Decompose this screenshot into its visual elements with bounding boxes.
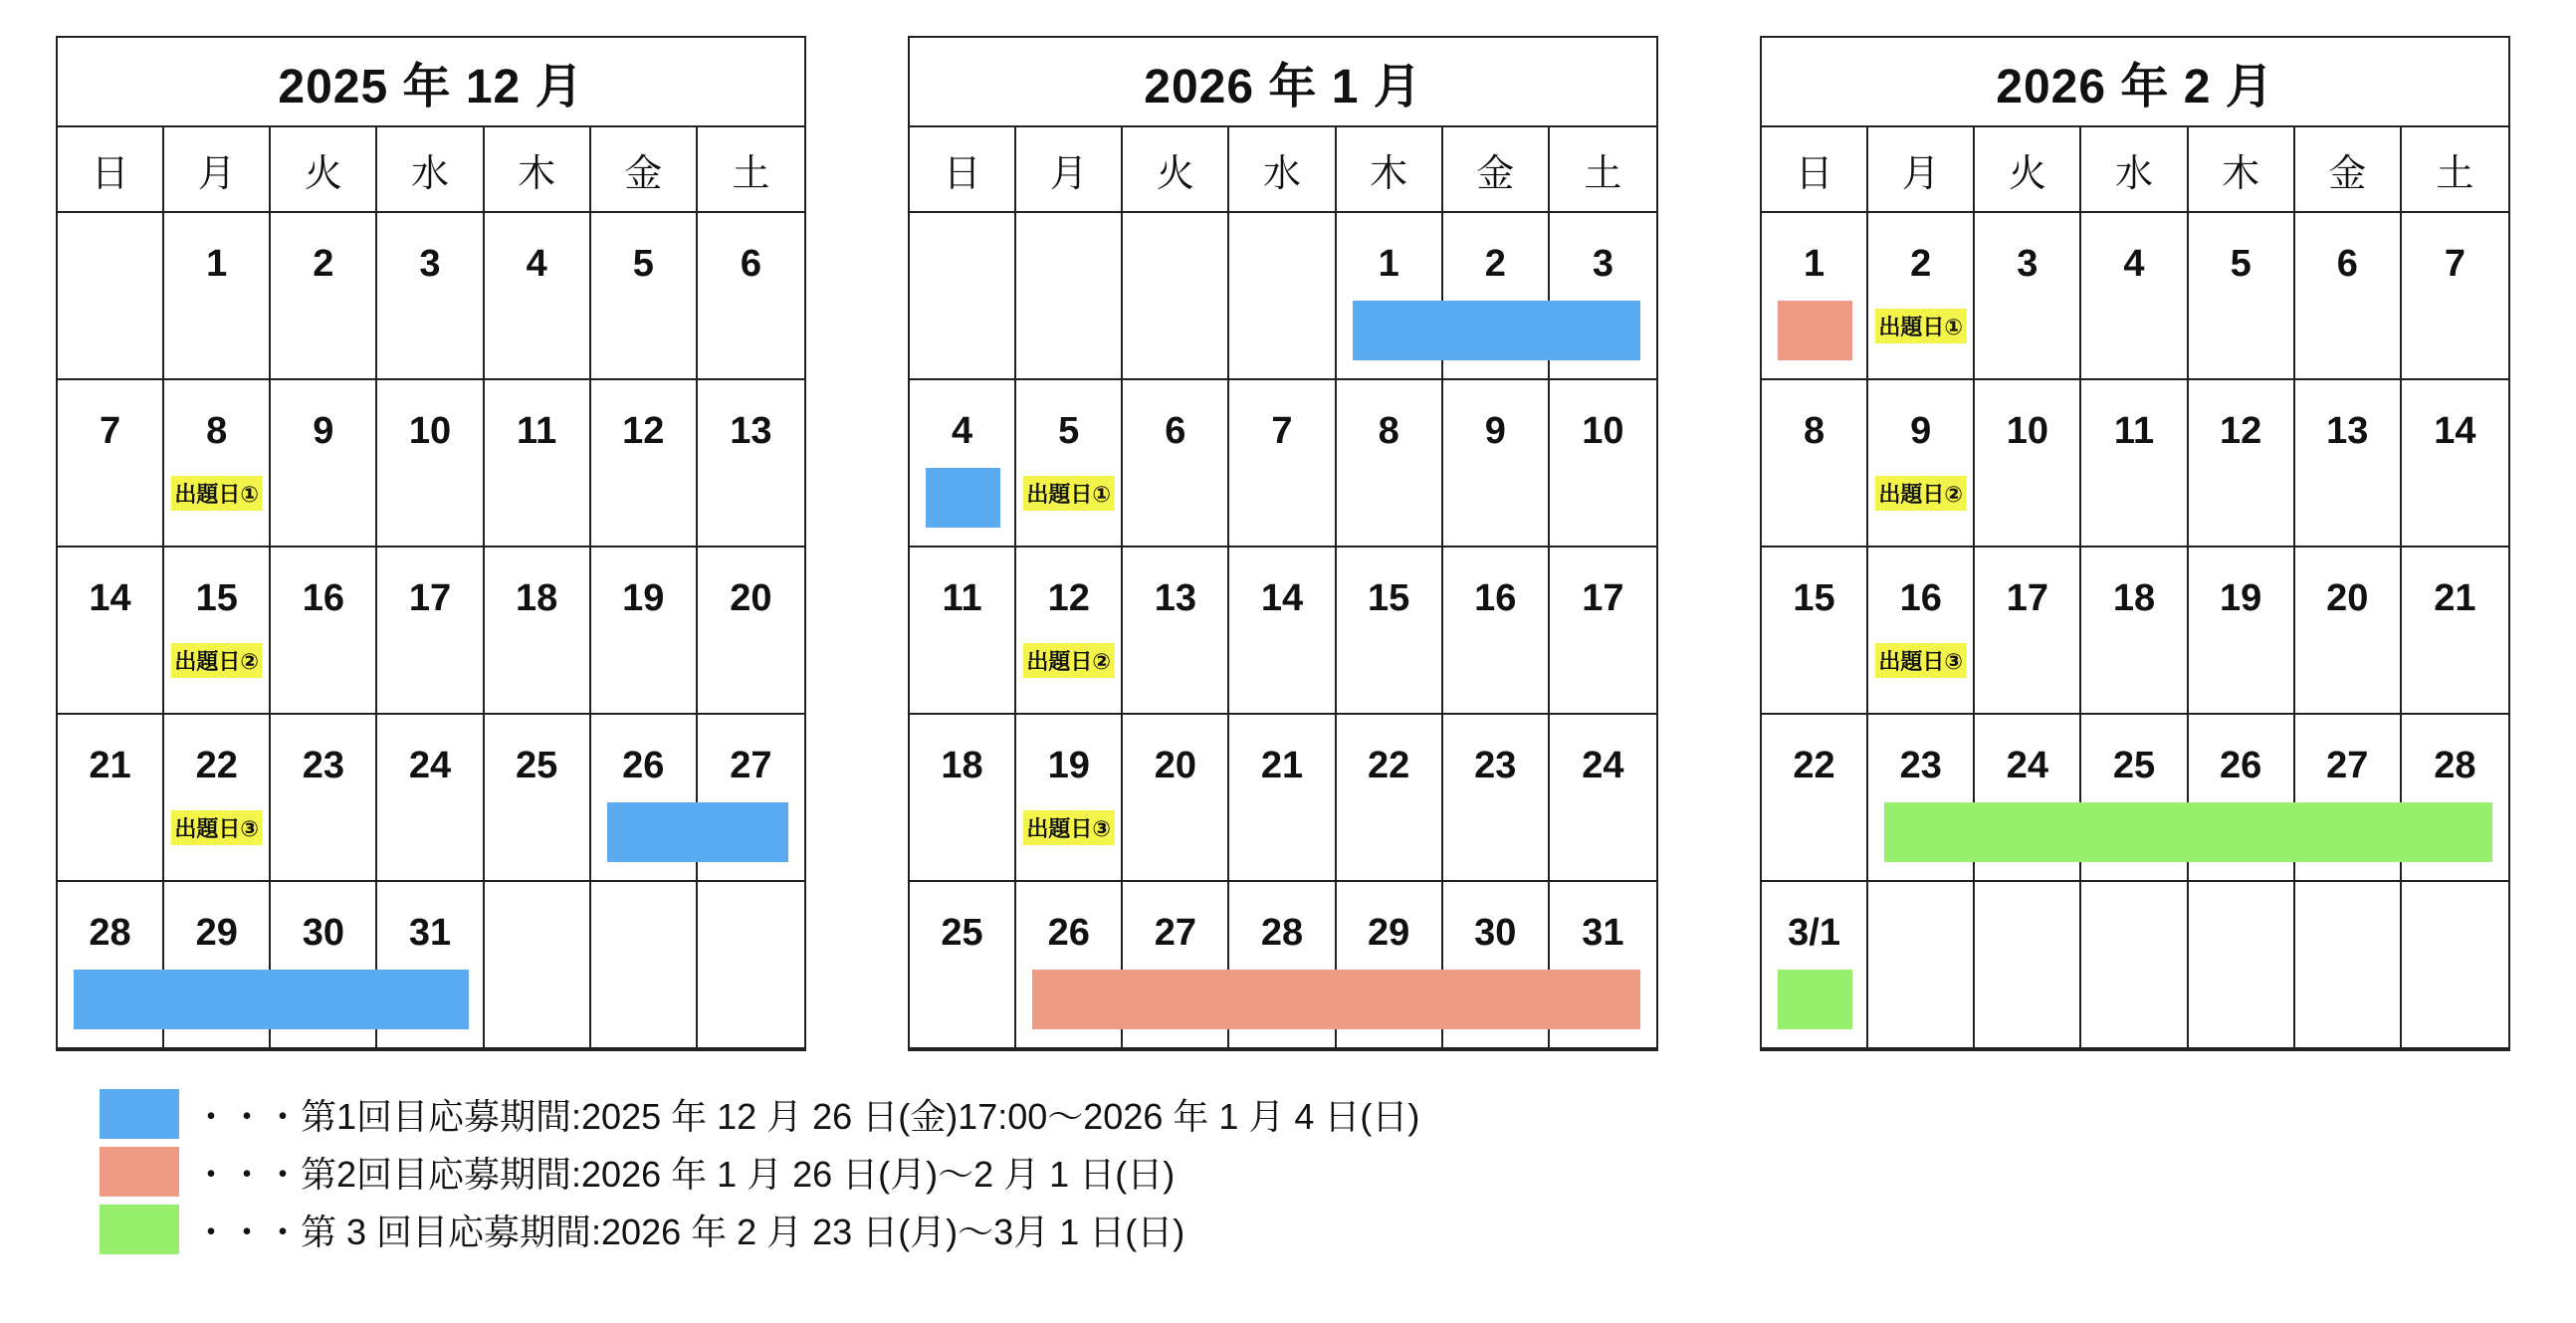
week-row [58,380,804,548]
exam-day-marker: 出題日① [1874,309,1967,343]
day-cell [1868,548,1975,713]
day-number: 5 [1058,410,1080,452]
day-cell [2295,213,2402,378]
day-cell [2189,213,2295,378]
day-number: 16 [302,577,344,619]
day-cell [164,715,271,880]
day-cell [271,380,377,546]
day-cell [377,548,484,713]
day-cell [2295,380,2402,546]
day-cell [1016,548,1123,713]
day-number: 1 [1804,243,1825,285]
day-number: 9 [1484,410,1506,452]
day-number: 7 [2444,243,2466,285]
day-cell [1975,380,2081,546]
day-number: 16 [1474,577,1517,619]
exam-day-marker: 出題日② [1874,476,1967,511]
day-number: 3 [419,243,441,285]
day-number: 1 [206,243,228,285]
day-cell [1975,213,2081,378]
day-number: 24 [1582,745,1624,786]
day-cell [1868,882,1975,1047]
day-cell [1337,715,1443,880]
calendar-title: 2026 年 2 月 [1762,38,2508,127]
day-number: 26 [622,745,665,786]
calendar-december-2025 [56,36,806,1051]
day-number: 3 [1592,243,1613,285]
day-number: 27 [2326,745,2369,786]
day-cell [2402,380,2508,546]
day-cell [2081,380,2188,546]
day-number: 10 [2006,410,2048,452]
day-cell [1868,380,1975,546]
day-number: 7 [1271,410,1293,452]
day-number: 14 [2434,410,2476,452]
weekday-label: 月 [1016,127,1123,211]
day-number: 19 [622,577,665,619]
day-number: 4 [952,410,973,452]
day-cell [485,213,591,378]
day-cell [58,548,164,713]
day-number: 11 [942,577,982,619]
weekday-label: 水 [1229,127,1336,211]
day-cell [271,715,377,880]
legend-swatch-green [100,1205,179,1254]
day-number: 26 [1047,912,1090,954]
weekday-header [58,127,804,213]
weekday-label: 水 [377,127,484,211]
day-number: 13 [730,410,772,452]
day-cell [2081,548,2188,713]
day-number: 30 [302,912,344,954]
weekday-label: 火 [271,127,377,211]
day-number: 27 [1154,912,1196,954]
day-number: 20 [1154,745,1196,786]
legend-row-3 [100,1201,1419,1258]
weekday-header [1762,127,2508,213]
day-cell [698,882,804,1047]
day-number: 31 [408,912,452,954]
weekday-label: 土 [732,152,770,195]
day-number: 13 [2326,410,2369,452]
day-cell [2402,548,2508,713]
day-number: 30 [1474,912,1517,954]
weekday-label: 木 [485,127,591,211]
weekday-label: 日 [58,127,164,211]
day-number: 18 [2112,577,2156,619]
week-row [1762,380,2508,548]
day-cell [910,548,1016,713]
day-cell [2189,548,2295,713]
calendar-title: 2025 年 12 月 [58,38,804,127]
day-cell [2081,213,2188,378]
day-cell [377,380,484,546]
day-number: 4 [526,243,547,285]
weekday-label: 火 [1975,127,2081,211]
day-cell [164,380,271,546]
weekday-label: 火 [1123,127,1229,211]
day-number: 12 [1047,577,1090,619]
application-period-bar-green [1884,802,2492,862]
application-period-bar-green [1778,970,1852,1029]
calendar-weeks [910,213,1656,1049]
calendar-weeks [58,213,804,1049]
day-cell [164,548,271,713]
week-row [1762,548,2508,715]
day-cell [2081,882,2188,1047]
legend-swatch-blue [100,1089,179,1139]
day-number: 21 [1260,745,1304,786]
day-number: 20 [730,577,772,619]
day-number: 16 [1899,577,1942,619]
day-cell [591,213,698,378]
application-period-bar-blue [74,970,469,1029]
weekday-label: 月 [1868,127,1975,211]
weekday-label: 月 [164,127,271,211]
day-number: 22 [1793,745,1835,786]
day-number: 12 [2219,410,2262,452]
day-number: 9 [313,410,334,452]
day-number: 8 [1378,410,1399,452]
day-cell [1123,548,1229,713]
weekday-header [910,127,1656,213]
day-cell [1337,548,1443,713]
exam-day-marker: 出題日① [170,476,263,511]
day-cell [2295,548,2402,713]
day-cell [2402,882,2508,1047]
day-number: 21 [2434,577,2476,619]
day-number: 13 [1154,577,1196,619]
day-cell [485,882,591,1047]
day-number: 9 [1910,410,1932,452]
day-cell [1762,715,1868,880]
legend-text: ・・・第 3 回目応募期間:2026 年 2 月 23 日(月)～3月 1 日(日) [193,1211,1185,1252]
week-row [1762,882,2508,1049]
calendar-january-2026 [908,36,1658,1051]
application-period-bar-blue [926,468,1000,528]
day-cell [485,548,591,713]
day-number: 31 [1582,912,1624,954]
day-cell [1868,213,1975,378]
calendar-february-2026 [1760,36,2510,1051]
day-number: 24 [408,745,452,786]
weekday-label: 木 [2189,127,2295,211]
weekday-label: 木 [1337,127,1443,211]
day-cell [1016,380,1123,546]
day-cell [1016,213,1123,378]
day-number: 17 [408,577,452,619]
weekday-label: 日 [910,127,1016,211]
day-cell [910,213,1016,378]
day-cell [910,882,1016,1047]
day-number: 23 [302,745,344,786]
day-number: 6 [2336,243,2358,285]
day-number: 2 [1484,243,1506,285]
day-number: 25 [2112,745,2156,786]
day-number: 23 [1899,745,1942,786]
exam-day-marker: 出題日③ [1022,810,1115,845]
day-number: 29 [1367,912,1410,954]
day-number: 15 [195,577,238,619]
day-number: 2 [313,243,334,285]
day-cell [164,213,271,378]
day-cell [1123,380,1229,546]
day-number: 3/1 [1788,912,1840,954]
day-number: 3 [2017,243,2039,285]
legend-swatch-salmon [100,1147,179,1197]
day-cell [698,548,804,713]
day-number: 8 [1804,410,1825,452]
day-cell [1443,715,1550,880]
day-cell [58,380,164,546]
application-period-bar-blue [607,802,788,862]
day-cell [485,380,591,546]
exam-day-marker: 出題日② [170,643,263,678]
week-row [910,548,1656,715]
day-cell [377,213,484,378]
day-cell [1443,548,1550,713]
day-cell [1229,213,1336,378]
day-number: 24 [2006,745,2048,786]
day-number: 26 [2219,745,2262,786]
day-number: 18 [941,745,983,786]
exam-day-marker: 出題日③ [1874,643,1967,678]
legend-row-2 [100,1143,1419,1201]
legend-row-1 [100,1085,1419,1143]
day-cell [1550,380,1656,546]
day-number: 25 [515,745,558,786]
day-number: 5 [2230,243,2252,285]
day-number: 1 [1378,243,1399,285]
day-number: 5 [632,243,654,285]
day-cell [1123,715,1229,880]
legend-text: ・・・第2回目応募期間:2026 年 1 月 26 日(月)～2 月 1 日(日) [193,1153,1176,1195]
legend-text: ・・・第1回目応募期間:2025 年 12 月 26 日(金)17:00～2026 年 1 月 4 日(日) [193,1095,1420,1137]
day-number: 10 [408,410,452,452]
day-number: 14 [1260,577,1304,619]
day-cell [1550,548,1656,713]
day-number: 28 [2434,745,2476,786]
day-number: 8 [206,410,228,452]
day-number: 18 [515,577,558,619]
day-number: 12 [622,410,665,452]
day-number: 22 [195,745,238,786]
day-cell [1975,882,2081,1047]
week-row [910,715,1656,882]
day-cell [1016,715,1123,880]
day-number: 6 [740,243,761,285]
day-number: 11 [2113,410,2155,452]
application-period-bar-salmon [1778,301,1852,360]
day-cell [2295,882,2402,1047]
day-cell [1229,548,1336,713]
week-row [58,548,804,715]
day-cell [1337,380,1443,546]
day-cell [2189,882,2295,1047]
day-number: 14 [89,577,131,619]
day-cell [1975,548,2081,713]
day-cell [2402,213,2508,378]
day-cell [1762,548,1868,713]
day-number: 11 [517,410,557,452]
day-cell [591,380,698,546]
day-number: 17 [2006,577,2048,619]
day-cell [58,715,164,880]
calendar-weeks [1762,213,2508,1049]
week-row [1762,213,2508,380]
weekday-label: 金 [591,127,698,211]
day-cell [591,882,698,1047]
day-number: 25 [941,912,983,954]
day-number: 28 [1260,912,1304,954]
legend [100,1085,1419,1258]
day-number: 15 [1367,577,1410,619]
day-cell [1123,213,1229,378]
day-cell [2189,380,2295,546]
exam-day-marker: 出題日② [1022,643,1115,678]
weekday-label: 日 [1762,127,1868,211]
day-number: 4 [2123,243,2145,285]
day-number: 27 [730,745,772,786]
day-cell [591,548,698,713]
day-cell [698,213,804,378]
day-number: 6 [1165,410,1186,452]
day-number: 15 [1793,577,1835,619]
day-cell [271,213,377,378]
day-number: 28 [89,912,131,954]
day-cell [1229,380,1336,546]
day-number: 23 [1474,745,1517,786]
exam-day-marker: 出題日③ [170,810,263,845]
day-cell [485,715,591,880]
weekday-label: 土 [2436,152,2474,195]
day-cell [58,213,164,378]
day-number: 19 [2219,577,2262,619]
day-cell [377,715,484,880]
day-number: 7 [100,410,121,452]
day-number: 10 [1582,410,1624,452]
day-cell [1229,715,1336,880]
application-period-bar-salmon [1032,970,1640,1029]
day-cell [1550,715,1656,880]
day-number: 21 [89,745,131,786]
day-number: 22 [1367,745,1410,786]
weekday-label: 金 [2295,127,2402,211]
weekday-label: 水 [2081,127,2188,211]
day-cell [698,380,804,546]
day-cell [271,548,377,713]
day-number: 20 [2326,577,2369,619]
day-number: 29 [195,912,238,954]
week-row [58,213,804,380]
application-period-bar-blue [1353,301,1640,360]
week-row [910,380,1656,548]
exam-day-marker: 出題日① [1022,476,1115,511]
calendar-title: 2026 年 1 月 [910,38,1656,127]
weekday-label: 土 [1584,152,1622,195]
day-number: 17 [1582,577,1624,619]
day-cell [910,715,1016,880]
day-cell [1762,380,1868,546]
day-number: 2 [1910,243,1932,285]
day-cell [1443,380,1550,546]
day-number: 19 [1047,745,1090,786]
weekday-label: 金 [1443,127,1550,211]
